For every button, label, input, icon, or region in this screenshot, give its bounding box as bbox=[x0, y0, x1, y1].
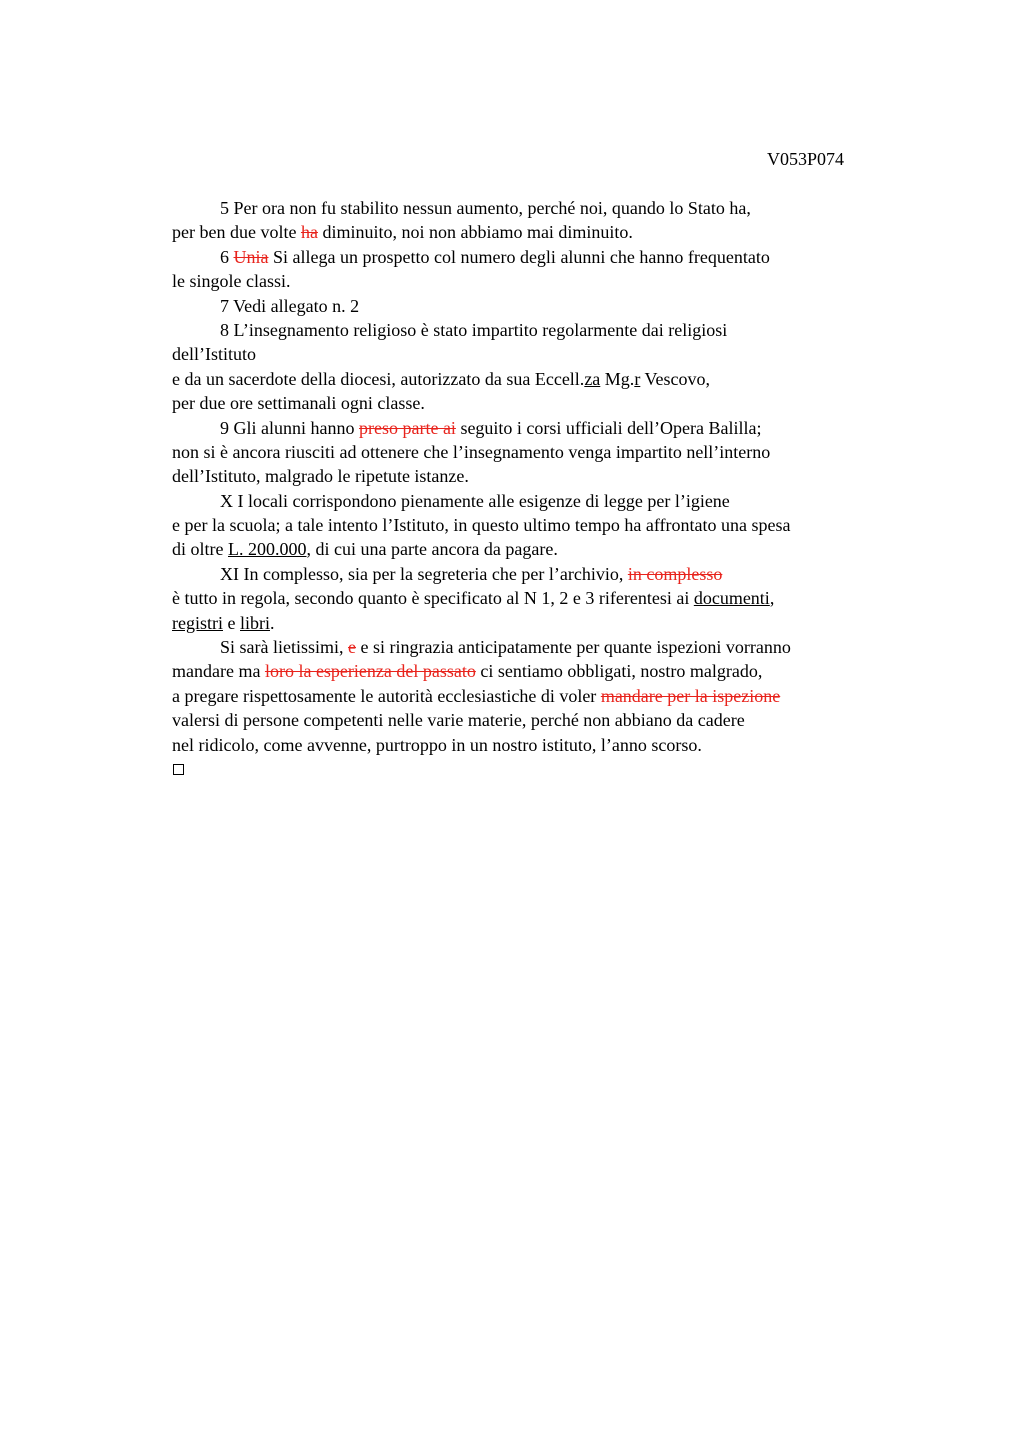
text: e bbox=[223, 612, 240, 633]
text: Si sarà lietissimi, bbox=[220, 637, 348, 658]
item-xi-line-2 bbox=[172, 586, 892, 610]
item-5-line-1: 5 Per ora non fu stabilito nessun aumento, perché noi, quando lo Stato ha, bbox=[220, 198, 751, 218]
item-9-line-3: dell’Istituto, malgrado le ripetute istanze. bbox=[172, 466, 469, 487]
document-body bbox=[172, 196, 892, 781]
item-x-line-3 bbox=[172, 537, 892, 561]
text: per ben due volte bbox=[172, 222, 301, 243]
item-8-line-1: 8 L’insegnamento religioso è stato impartito regolarmente dai religiosi bbox=[220, 319, 728, 340]
item-x-line-1: X I locali corrispondono pienamente alle esigenze di legge per l’igiene bbox=[220, 490, 730, 511]
deleted-text: Unia bbox=[233, 246, 269, 267]
closing-line-3 bbox=[172, 684, 892, 708]
text: e si ringrazia anticipatamente per quante ispezioni vorranno bbox=[356, 637, 791, 658]
underlined-text: r bbox=[634, 368, 641, 389]
deleted-text: in complesso bbox=[627, 563, 723, 584]
deleted-text: mandare per la ispezione bbox=[600, 685, 781, 706]
underlined-text: documenti bbox=[693, 588, 770, 609]
text: 9 Gli alunni hanno bbox=[220, 417, 359, 438]
page-identifier: V053P074 bbox=[766, 149, 844, 169]
deleted-text: ha bbox=[300, 222, 318, 243]
closing-line-2 bbox=[172, 659, 892, 683]
text: Si allega un prospetto col numero degli alunni che hanno frequentato bbox=[268, 246, 770, 267]
item-7-line-1: 7 Vedi allegato n. 2 bbox=[220, 295, 360, 316]
text: ci sentiamo obbligati, nostro malgrado, bbox=[475, 661, 763, 682]
text: Vescovo, bbox=[640, 368, 710, 389]
text: , di cui una parte ancora da pagare. bbox=[306, 539, 558, 560]
text: e da un sacerdote della diocesi, autorizzato da sua Eccell. bbox=[172, 368, 585, 389]
text: diminuito, noi non abbiamo mai diminuito. bbox=[317, 222, 633, 243]
closing-line-4: valersi di persone competenti nelle varie materie, perché non abbiano da cadere bbox=[172, 710, 745, 731]
item-8-line-4: per due ore settimanali ogni classe. bbox=[172, 393, 425, 414]
item-xi-line-3 bbox=[172, 611, 892, 635]
text: Mg. bbox=[600, 368, 635, 389]
text: 6 bbox=[220, 246, 234, 267]
underlined-amount: L. 200.000 bbox=[228, 539, 307, 560]
item-6-line-2: le singole classi. bbox=[172, 271, 291, 292]
underlined-text: registri bbox=[172, 612, 223, 633]
deleted-text: preso parte ai bbox=[358, 417, 456, 438]
closing-line-5: nel ridicolo, come avvenne, purtroppo in un nostro istituto, l’anno scorso. bbox=[172, 734, 702, 755]
item-6-line-1 bbox=[172, 245, 892, 269]
closing-line-1 bbox=[172, 635, 892, 659]
deleted-text: loro la esperienza del passato bbox=[264, 661, 476, 682]
item-9-line-1 bbox=[172, 416, 892, 440]
text: . bbox=[270, 612, 275, 633]
item-8-line-2: dell’Istituto bbox=[172, 344, 256, 365]
text: XI In complesso, sia per la segreteria che per l’archivio, bbox=[220, 563, 628, 584]
underlined-text: za bbox=[584, 368, 601, 389]
underlined-text: libri bbox=[240, 612, 270, 633]
item-8-line-3 bbox=[172, 367, 892, 391]
text: di oltre bbox=[172, 539, 228, 560]
item-xi-line-1 bbox=[172, 562, 892, 586]
item-5-line-2 bbox=[172, 220, 892, 244]
text: è tutto in regola, secondo quanto è specificato al N 1, 2 e 3 riferentesi ai bbox=[172, 588, 694, 609]
text: mandare ma bbox=[172, 661, 265, 682]
item-9-line-2: non si è ancora riusciti ad ottenere che l’insegnamento venga impartito nell’interno bbox=[172, 441, 771, 462]
end-marker-line bbox=[172, 757, 892, 781]
end-of-text-box-icon bbox=[173, 764, 184, 775]
text: , bbox=[769, 588, 775, 609]
text: a pregare rispettosamente le autorità ecclesiastiche di voler bbox=[172, 685, 601, 706]
text: seguito i corsi ufficiali dell’Opera Balilla; bbox=[455, 417, 762, 438]
deleted-text: e bbox=[348, 637, 356, 658]
item-x-line-2: e per la scuola; a tale intento l’Istituto, in questo ultimo tempo ha affrontato una spesa bbox=[172, 515, 791, 536]
